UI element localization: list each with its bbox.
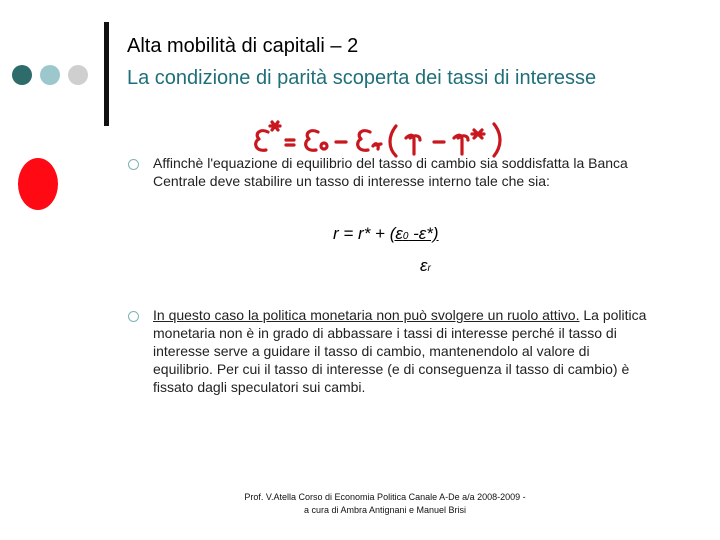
footer-line1: Prof. V.Atella Corso di Economia Politica Canale A-De a/a 2008-2009 - <box>244 492 526 502</box>
bullet-icon <box>128 159 139 170</box>
formula-denominator: εr <box>420 256 431 275</box>
slide-title: Alta mobilità di capitali – 2 <box>127 35 359 57</box>
formula-numerator <box>333 224 439 244</box>
slide-subtitle: La condizione di parità scoperta dei tassi di interesse <box>127 67 597 89</box>
decorative-dots <box>12 65 92 85</box>
dot-dark <box>12 65 32 85</box>
bullet-icon <box>128 311 139 322</box>
red-circle-shape <box>18 158 58 210</box>
paragraph-equilibrium: Affinchè l'equazione di equilibrio del tasso di cambio sia soddisfatta la Banca Centrale deve stabilire un tasso di interesse interno tale che sia: <box>153 155 628 189</box>
handwritten-formula <box>250 112 510 160</box>
dot-mid <box>40 65 60 85</box>
footer-credit <box>200 491 570 517</box>
title-divider-bar <box>104 22 109 126</box>
footer-line2: a cura di Ambra Antignani e Manuel Brisi <box>303 505 467 515</box>
paragraph-monetary-policy <box>153 306 653 396</box>
dot-light <box>68 65 88 85</box>
paragraph-lead: In questo caso la politica monetaria non può svolgere un ruolo attivo. <box>153 307 580 323</box>
formula-fraction-numerator: (ε0 -ε*) <box>389 224 439 243</box>
formula-lhs: r = r* + <box>333 224 390 243</box>
paragraph-body: La politica monetaria non è in grado di abbassare i tassi di interesse perché il tasso di interesse serve a guidare il tasso di cambio, mantenendolo al valore di equilibrio. Per cui il tasso di interesse (e di conseguenza il tasso di cambio) è fissato dagli speculatori sui cambi. <box>153 307 647 395</box>
